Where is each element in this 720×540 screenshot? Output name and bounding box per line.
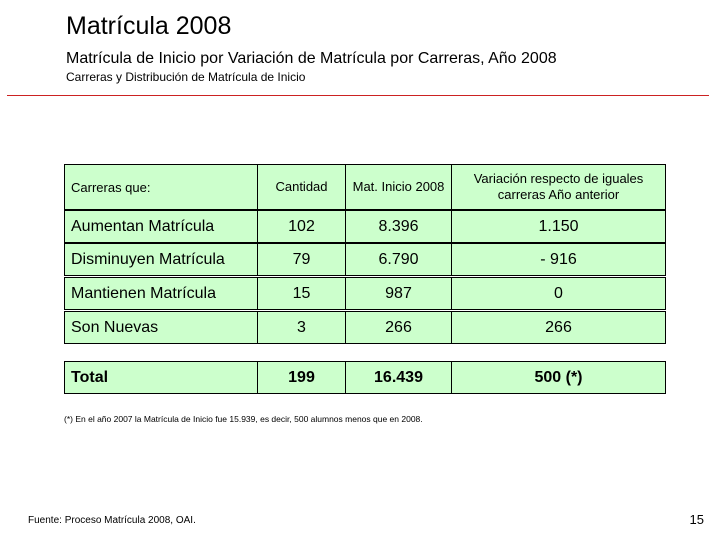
table-cell: 199 [258,362,346,393]
column-header: Mat. Inicio 2008 [346,165,452,209]
table-total-row [64,361,666,394]
footnote: (*) En el año 2007 la Matrícula de Inicio fue 15.939, es decir, 500 alumnos menos que en 2008. [64,414,423,424]
table-cell: 266 [545,318,572,336]
total-label: Total [65,362,258,393]
table-header-row [64,164,666,210]
table-cell: 15 [258,278,346,309]
table-row [64,311,666,344]
table-cell: 266 [346,312,452,343]
table-cell: 102 [258,211,346,242]
page-title: Matrícula 2008 [66,12,232,40]
table-cell: - 916 [540,250,577,268]
row-label: Mantienen Matrícula [65,278,258,309]
row-label: Son Nuevas [65,312,258,343]
table-cell: 500 (*) [534,368,583,386]
table-caption: Carreras y Distribución de Matrícula de Inicio [66,70,306,84]
table-cell: 6.790 [346,244,452,275]
table-row [64,243,666,276]
table-cell: 987 [346,278,452,309]
table-row [64,210,666,243]
source-note: Fuente: Proceso Matrícula 2008, OAI. [28,515,196,526]
table-cell: 79 [258,244,346,275]
table-cell: 0 [554,284,563,302]
table-cell: 3 [258,312,346,343]
divider-line [7,95,709,96]
page-subtitle: Matrícula de Inicio por Variación de Matrícula por Carreras, Año 2008 [66,50,557,67]
row-label: Disminuyen Matrícula [65,244,258,275]
table-cell: 1.150 [538,217,579,235]
row-label: Aumentan Matrícula [65,211,258,242]
column-header: Cantidad [258,165,346,209]
table-cell: 16.439 [346,362,452,393]
column-header: Carreras que: [65,165,258,209]
table-row [64,277,666,310]
page-number: 15 [689,512,704,527]
column-header: Variación respecto de iguales carreras Año anterior [473,171,644,202]
table-cell: 8.396 [346,211,452,242]
